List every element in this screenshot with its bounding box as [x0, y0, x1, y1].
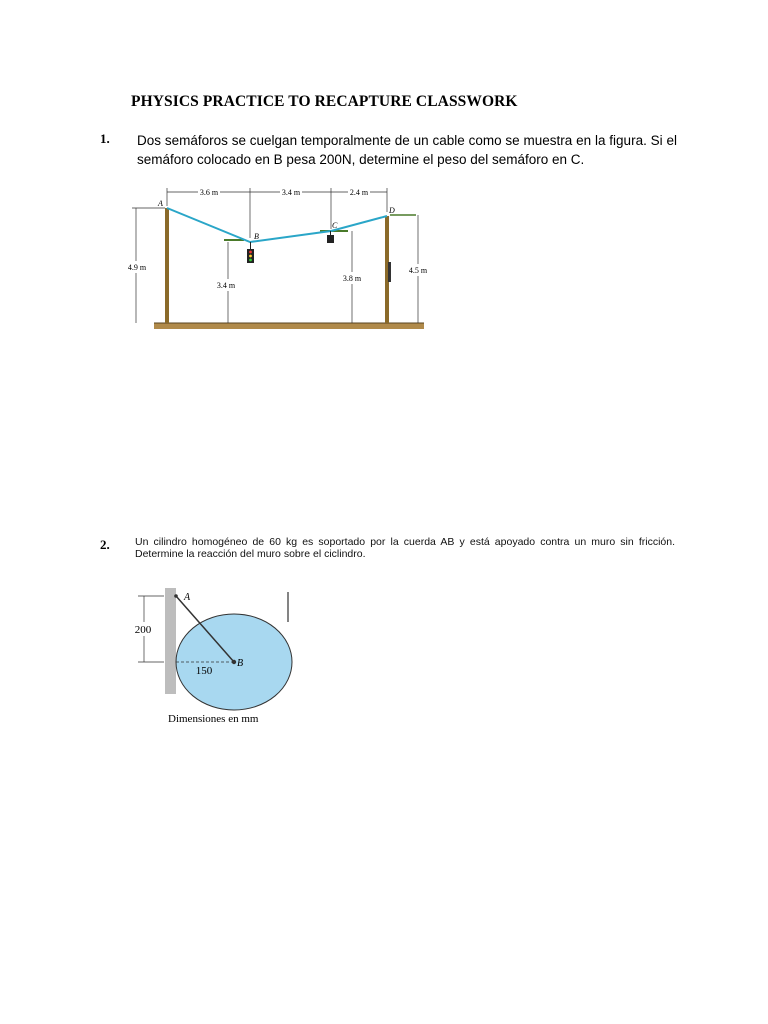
- wall: [165, 588, 176, 694]
- page-title: PHYSICS PRACTICE TO RECAPTURE CLASSWORK: [131, 93, 518, 110]
- question-2-number: 2.: [100, 537, 110, 552]
- height-a-label: 4.9 m: [127, 263, 147, 272]
- point-a-label: A: [158, 199, 163, 208]
- question-1-number: 1.: [100, 131, 110, 146]
- span-bc-label: 3.4 m: [281, 188, 301, 197]
- traffic-light-c: [327, 235, 334, 243]
- dimension-150-label: 150: [195, 665, 213, 677]
- dimension-200-label: 200: [134, 624, 152, 636]
- question-2-text: Un cilindro homogéneo de 60 kg es soportado por la cuerda AB y está apoyado contra un muro sin fricción. Determine la reacción del muro sobre el ciclindro.: [135, 536, 675, 560]
- height-d-label: 4.5 m: [408, 266, 428, 275]
- height-c-label: 3.8 m: [342, 274, 362, 283]
- point-d-label: D: [389, 206, 395, 215]
- ground: [154, 323, 424, 329]
- span-ab-label: 3.6 m: [199, 188, 219, 197]
- cable: [167, 208, 387, 242]
- height-b-label: 3.4 m: [216, 281, 236, 290]
- pole-a: [165, 208, 169, 323]
- point-a-label: A: [184, 592, 191, 603]
- cylinder-wall-figure: [126, 580, 306, 730]
- figure-caption: Dimensiones en mm: [168, 713, 259, 725]
- point-b-label: B: [254, 232, 259, 241]
- span-cd-label: 2.4 m: [349, 188, 369, 197]
- question-1-text: Dos semáforos se cuelgan temporalmente de un cable como se muestra en la figura. Si el semáforo colocado en B pesa 200N, determine el peso del semáforo en C.: [137, 133, 677, 167]
- point-b-label: B: [237, 658, 244, 669]
- point-c-label: C: [332, 221, 338, 230]
- traffic-light-cable-figure: [120, 182, 430, 342]
